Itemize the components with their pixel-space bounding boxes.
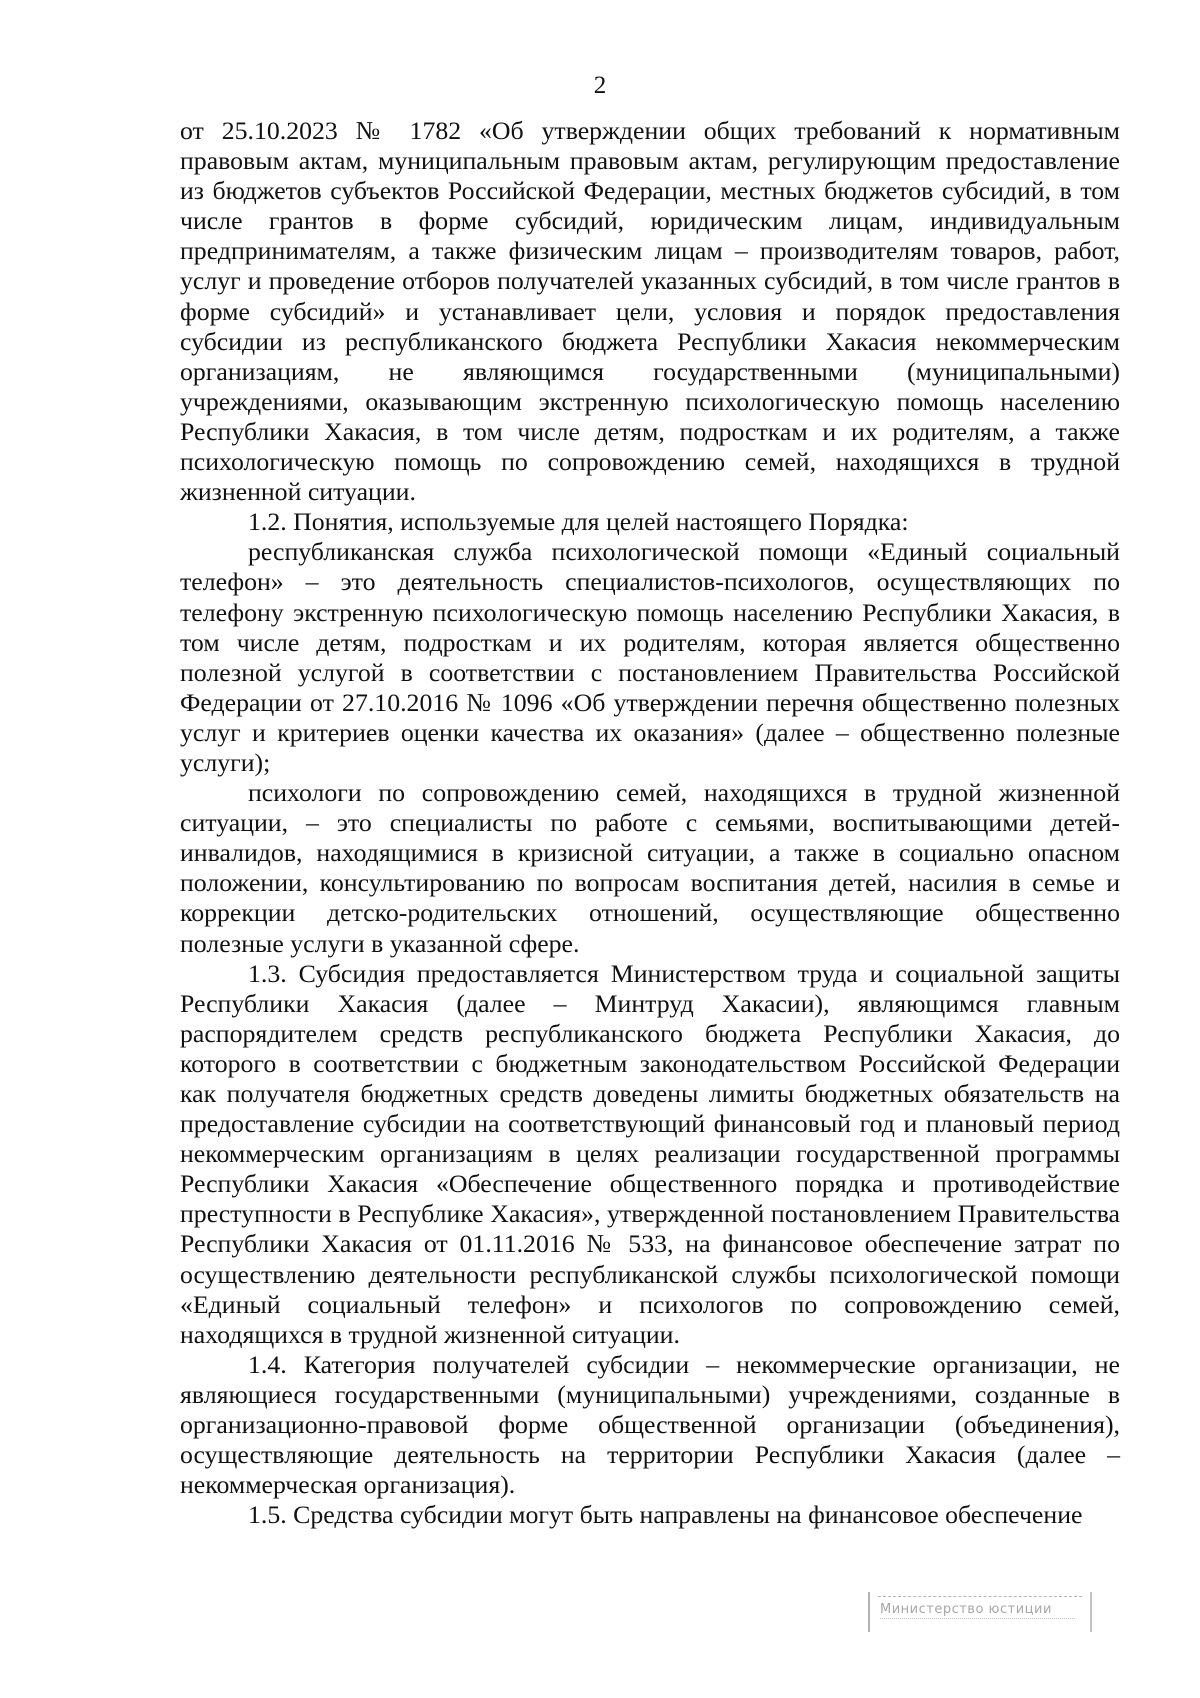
stamp-text: Министерство юстиции — [880, 1602, 1052, 1617]
stamp-top-line — [878, 1596, 1082, 1597]
paragraph-1-4: 1.4. Категория получателей субсидии – некоммерческие организации, не являющиеся государственными (муниципальными) учреждениями, созданные в организационно-правовой форме общественной организации (объединения), осуществляющие деятельность на территории Республики Хакасия (далее – некоммерческая организация). — [180, 1349, 1120, 1500]
paragraph-definition-phone-service: республиканская служба психологической помощи «Единый социальный телефон» – это деятельность специалистов-психологов, осуществляющих по телефону экстренную психологическую помощь населению Республики Хакасия, в том числе детям, подросткам и их родителям, которая является общественно полезной услугой в соответствии с постановлением Правительства Российской Федерации от 27.10.2016 № 1096 «Об утверждении перечня общественно полезных услуг и критериев оценки качества их оказания» (далее – общественно полезные услуги); — [180, 537, 1120, 777]
page-number: 2 — [593, 72, 607, 99]
document-body — [180, 116, 1120, 1530]
paragraph-definition-psychologists: психологи по сопровождению семей, находящихся в трудной жизненной ситуации, – это специалисты по работе с семьями, воспитывающими детей-инвалидов, находящимися в кризисной ситуации, а также в социально опасном положении, консультированию по вопросам воспитания детей, насилия в семье и коррекции детско-родительских отношений, осуществляющие общественно полезные услуги в указанной сфере. — [180, 778, 1120, 958]
paragraph-1-2: 1.2. Понятия, используемые для целей настоящего Порядка: — [248, 507, 909, 537]
registration-stamp — [868, 1592, 1092, 1632]
paragraph-1-5: 1.5. Средства субсидии могут быть направлены на финансовое обеспечение — [248, 1500, 1083, 1530]
paragraph-continuation: от 25.10.2023 № 1782 «Об утверждении общих требований к нормативным правовым актам, муниципальным правовым актам, регулирующим предоставление из бюджетов субъектов Российской Федерации, местных бюджетов субсидий, в том числе грантов в форме субсидий, юридическим лицам, индивидуальным предпринимателям, а также физическим лицам – производителям товаров, работ, услуг и проведение отборов получателей указанных субсидий, в том числе грантов в форме субсидий» и устанавливает цели, условия и порядок предоставления субсидии из республиканского бюджета Республики Хакасия некоммерческим организациям, не являющимся государственными (муниципальными) учреждениями, оказывающим экстренную психологическую помощь населению Республики Хакасия, в том числе детям, подросткам и их родителям, а также психологическую помощь по сопровождению семей, находящихся в трудной жизненной ситуации. — [180, 116, 1120, 507]
stamp-bottom-line — [880, 1618, 1075, 1619]
paragraph-1-3: 1.3. Субсидия предоставляется Министерством труда и социальной защиты Республики Хакасия (далее – Минтруд Хакасии), являющимся главным распорядителем средств республиканского бюджета Республики Хакасия, до которого в соответствии с бюджетным законодательством Российской Федерации как получателя бюджетных средств доведены лимиты бюджетных обязательств на предоставление субсидии на соответствующий финансовый год и плановый период некоммерческим организациям в целях реализации государственной программы Республики Хакасия «Обеспечение общественного порядка и противодействие преступности в Республике Хакасия», утвержденной постановлением Правительства Республики Хакасия от 01.11.2016 № 533, на финансовое обеспечение затрат по осуществлению деятельности республиканской службы психологической помощи «Единый социальный телефон» и психологов по сопровождению семей, находящихся в трудной жизненной ситуации. — [180, 958, 1120, 1349]
